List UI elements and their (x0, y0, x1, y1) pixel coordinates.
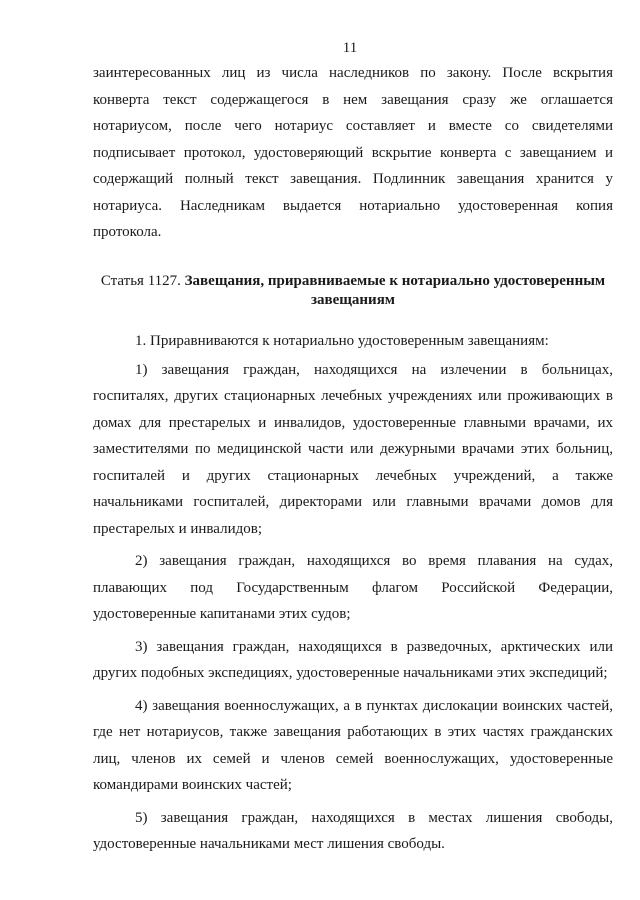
clause-item-1: 1) завещания граждан, находящихся на излечении в больницах, госпиталях, других стационарных лечебных учреждениях или проживающих в домах для престарелых и инвалидов, удостоверенные главными врачами, их заместителями по медицинской части или дежурными врачами этих больниц, госпиталей и других стационарных лечебных учреждений, а также начальниками госпиталей, директорами или главными врачами домов для престарелых и инвалидов; (93, 361, 613, 537)
intro-paragraph (93, 60, 613, 246)
clause-item-5: 5) завещания граждан, находящихся в местах лишения свободы, удостоверенные начальниками мест лишения свободы. (93, 809, 613, 852)
intro-text: заинтересованных лиц из числа наследников по закону. После вскрытия конверта текст содержащегося в нем завещания сразу же оглашается нотариусом, после чего нотариус составляет и вместе со свидетелями подписывает протокол, удостоверяющий вскрытие конверта с завещанием и содержащий полный текст завещания. Подлинник завещания хранится у нотариуса. Наследникам выдается нотариально удостоверенная копия протокола. (93, 65, 613, 240)
clause-item-2: 2) завещания граждан, находящихся во время плавания на судах, плавающих под Государственным флагом Российской Федерации, удостоверенные капитанами этих судов; (93, 553, 613, 622)
article-number: Статья 1127. (100, 273, 181, 289)
page-number: 11 (342, 40, 358, 56)
article-title: Завещания, приравниваемые к нотариально удостоверенным завещаниям (184, 273, 606, 308)
clause-item-4: 4) завещания военнослужащих, а в пунктах дислокации воинских частей, где нет нотариусов, также завещания работающих в этих частях гражданских лиц, членов их семей и членов семей военнослужащих, удостоверенные командирами воинских частей; (93, 697, 613, 793)
clause-1-lead: 1. Приравниваются к нотариально удостоверенным завещаниям: (135, 333, 549, 349)
article-body (93, 328, 613, 858)
clause-item-3: 3) завещания граждан, находящихся в разведочных, арктических или других подобных экспедициях, удостоверенные начальниками этих экспедиций; (93, 638, 613, 681)
article-heading (93, 272, 613, 310)
